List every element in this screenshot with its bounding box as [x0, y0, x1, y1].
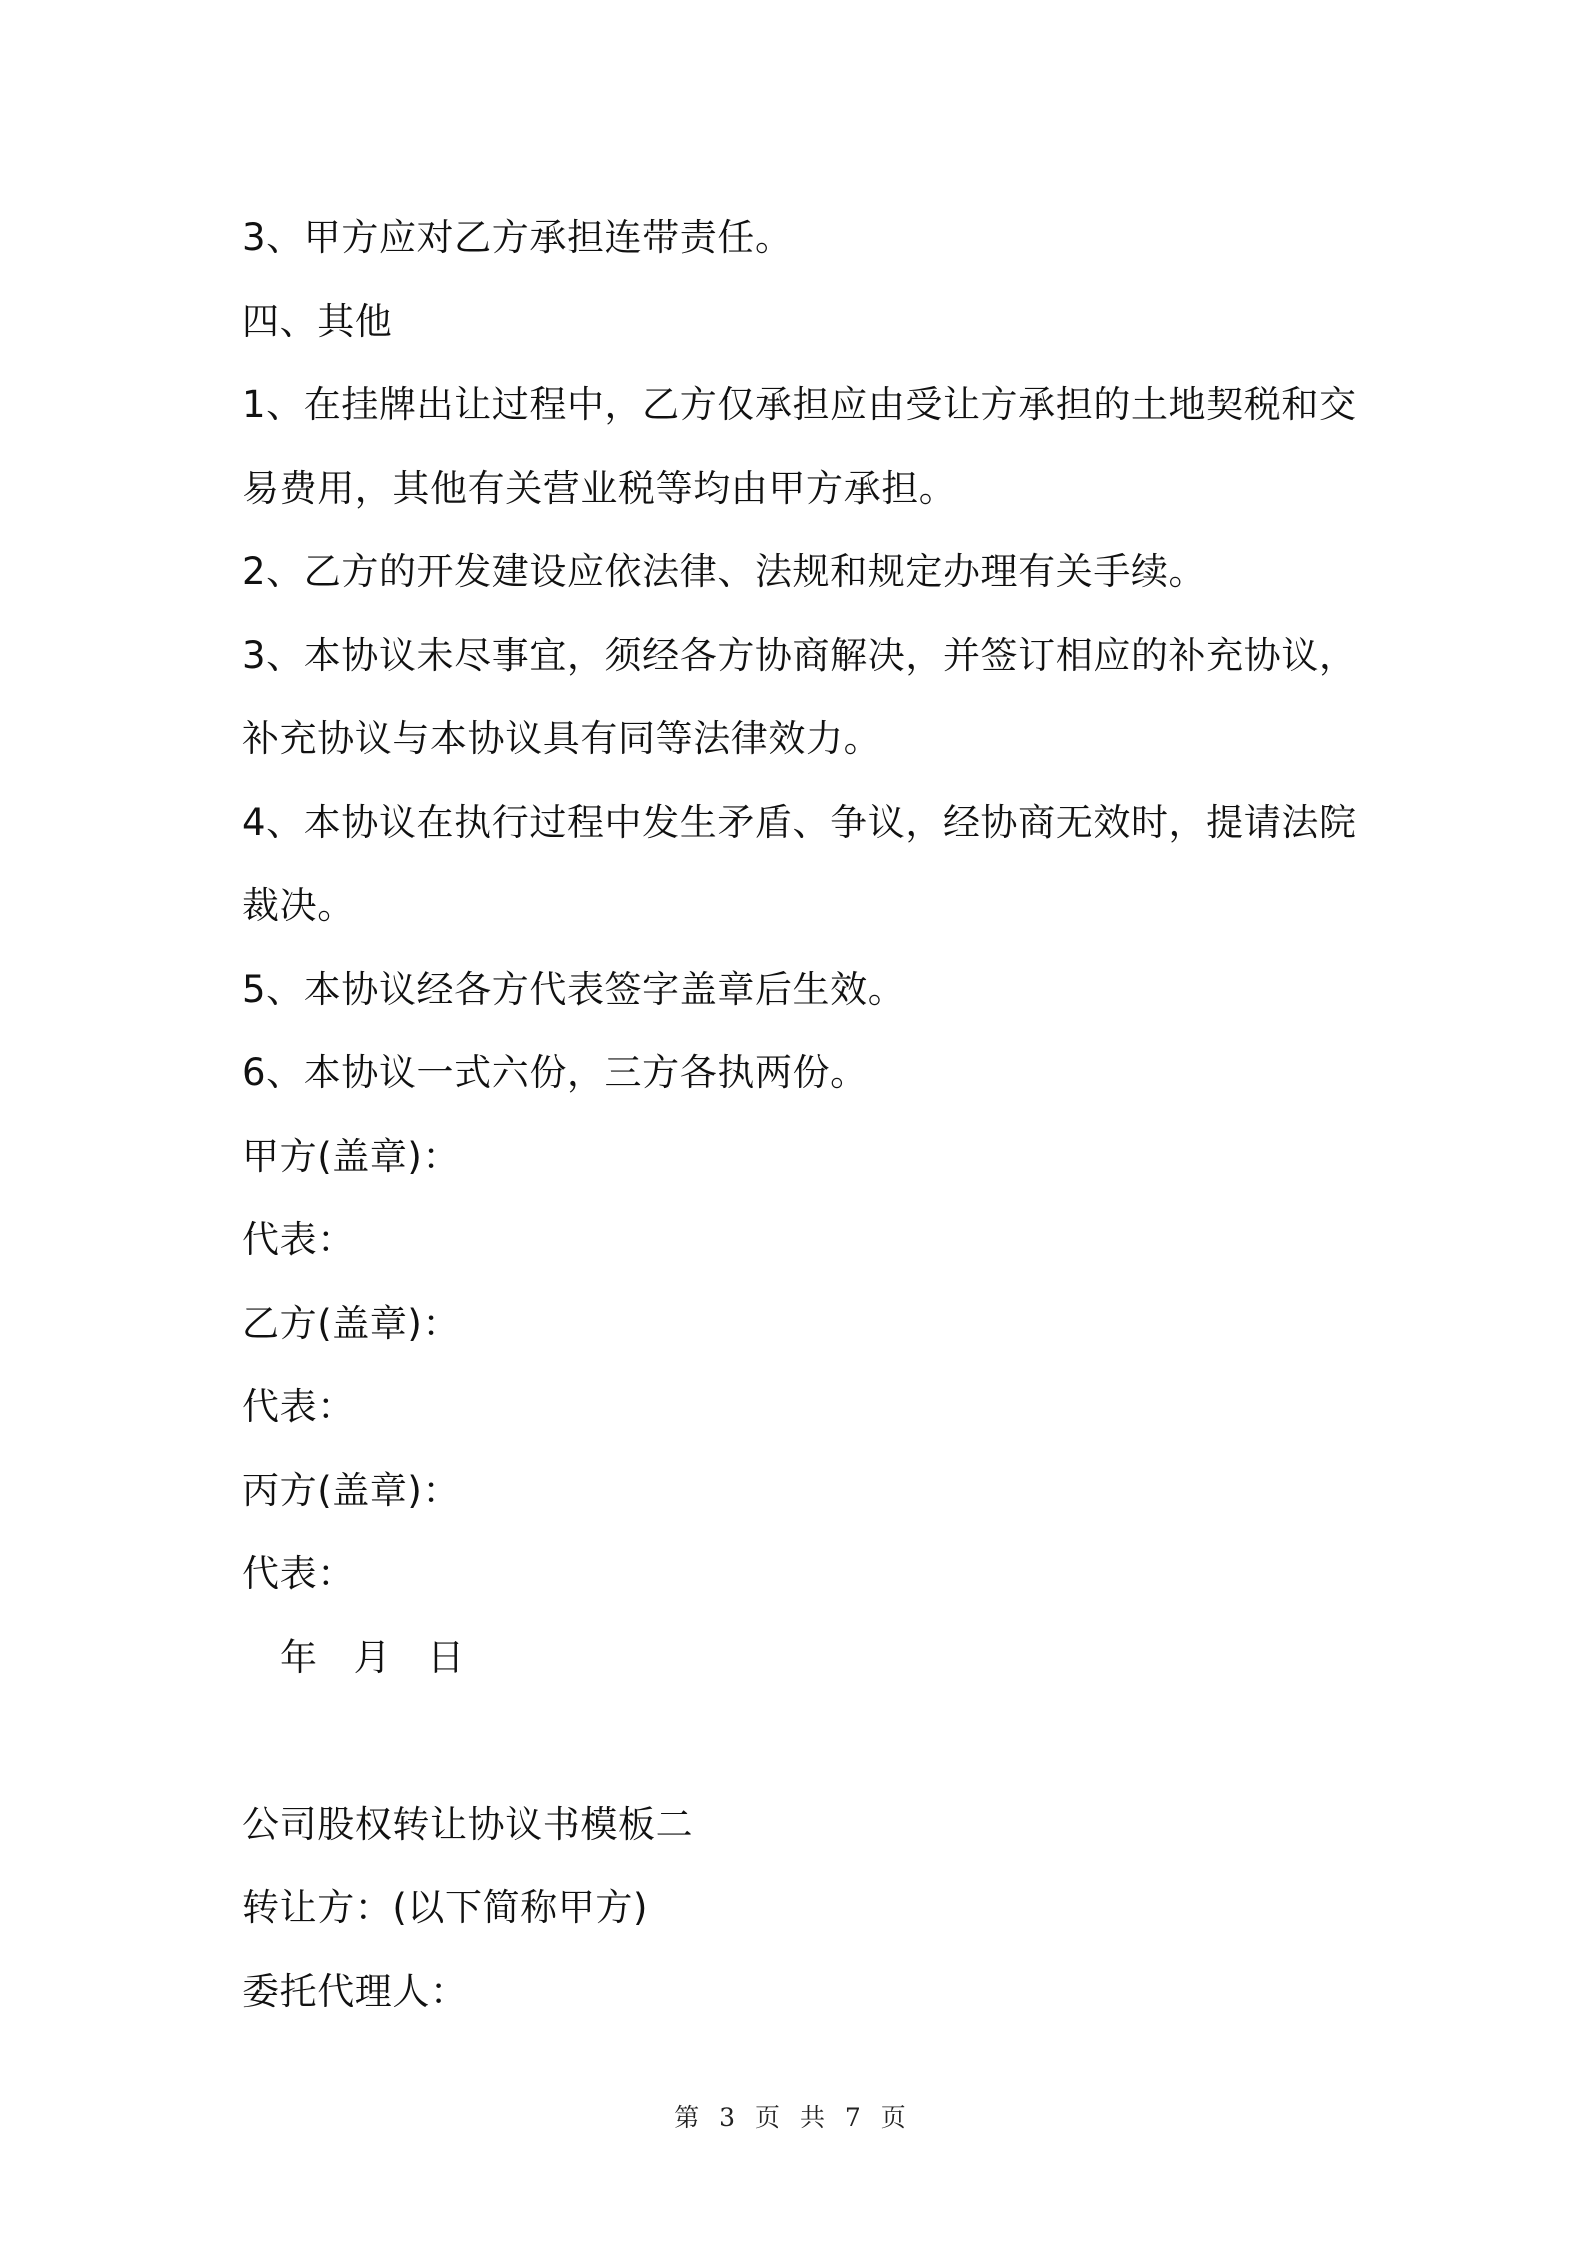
date-year: 年 — [280, 1635, 318, 1679]
clause-1-line-1: 1、在挂牌出让过程中，乙方仅承担应由受让方承担的土地契税和交 — [242, 383, 1357, 426]
agent-line: 委托代理人： — [242, 1969, 468, 2013]
date-day: 日 — [427, 1635, 465, 1679]
transferor-line: 转让方：(以下简称甲方) — [242, 1886, 649, 1929]
document-body — [242, 196, 1362, 2033]
clause-4-line-2: 裁决。 — [242, 884, 355, 927]
signing-date — [242, 1616, 1362, 1700]
section-heading-other: 四、其他 — [242, 299, 393, 343]
party-c-representative: 代表： — [242, 1552, 355, 1595]
party-c-seal: 丙方(盖章)： — [242, 1468, 461, 1512]
template-2-title: 公司股权转让协议书模板二 — [242, 1802, 694, 1846]
party-a-representative: 代表： — [242, 1218, 355, 1261]
clause-4-line-1: 4、本协议在执行过程中发生矛盾、争议，经协商无效时，提请法院 — [242, 800, 1357, 844]
clause-6: 6、本协议一式六份，三方各执两份。 — [242, 1051, 868, 1094]
clause-2: 2、乙方的开发建设应依法律、法规和规定办理有关手续。 — [242, 550, 1207, 593]
party-a-seal: 甲方(盖章)： — [242, 1134, 461, 1178]
clause-3-line-1: 3、本协议未尽事宜，须经各方协商解决，并签订相应的补充协议， — [242, 633, 1357, 677]
clause-5: 5、本协议经各方代表签字盖章后生效。 — [242, 967, 906, 1011]
party-b-seal: 乙方(盖章)： — [242, 1301, 461, 1345]
page-number-footer: 第 3 页 共 7 页 — [674, 2103, 912, 2132]
clause-1-line-2: 易费用，其他有关营业税等均由甲方承担。 — [242, 466, 957, 510]
party-b-representative: 代表： — [242, 1385, 355, 1428]
clause-3-line-2: 补充协议与本协议具有同等法律效力。 — [242, 717, 882, 760]
clause-joint-liability: 3、甲方应对乙方承担连带责任。 — [242, 216, 793, 259]
date-month: 月 — [353, 1635, 392, 1679]
blank-line — [242, 1699, 1362, 1783]
